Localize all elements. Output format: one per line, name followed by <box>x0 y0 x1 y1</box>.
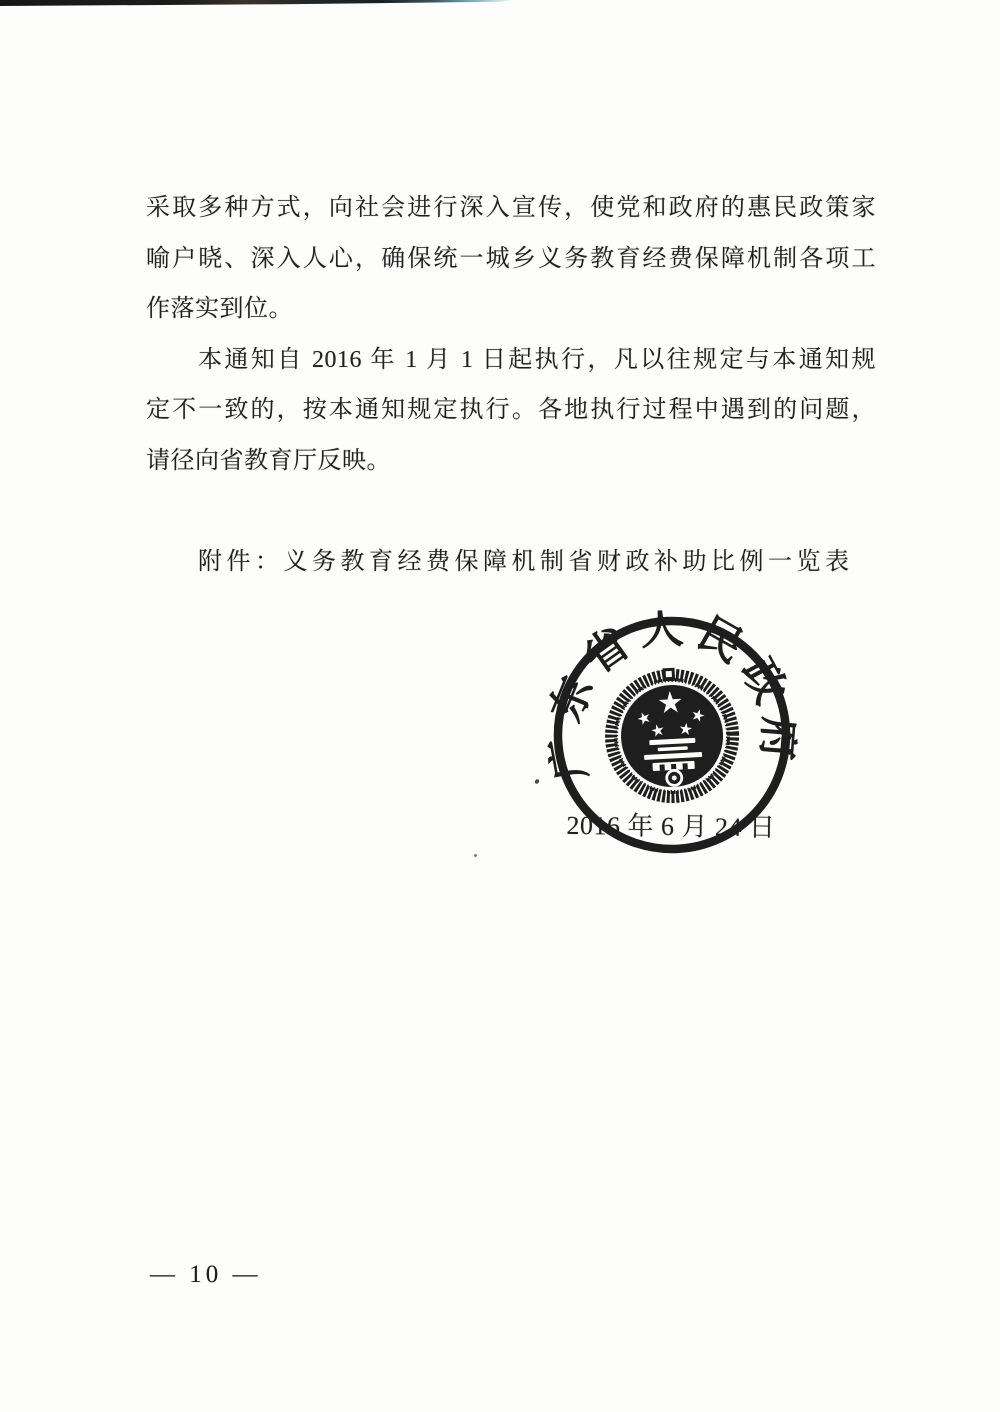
body-line: 喻户晓、深入人心，确保统一城乡义务教育经费保障机制各项工 <box>146 245 876 272</box>
body-line: 本通知自 2016 年 1 月 1 日起执行，凡以往规定与本通知规 <box>198 346 876 373</box>
body-line: 采取多种方式，向社会进行深入宣传，使党和政府的惠民政策家 <box>146 195 876 221</box>
blank-line <box>146 486 876 537</box>
body-line: 作落实到位。 <box>146 296 293 322</box>
page-number: — 10 — <box>150 1261 262 1288</box>
emblem-top-knot-hole <box>666 671 672 677</box>
attachment-line: 附件：义务教育经费保障机制省财政补助比例一览表 <box>198 548 854 575</box>
scan-speck <box>474 854 477 857</box>
body-line: 定不一致的，按本通知规定执行。各地执行过程中遇到的问题， <box>146 397 876 423</box>
scan-speck <box>534 778 540 784</box>
national-emblem-icon <box>608 665 737 800</box>
document-body <box>146 183 876 587</box>
body-line: 请径向省教育厅反映。 <box>146 447 391 474</box>
seal-ring-text: 广东省人民政府 <box>540 604 803 784</box>
date-line: 2016 年 6 月 24 日 <box>566 810 776 843</box>
scan-artifact-top-edge <box>0 0 515 6</box>
